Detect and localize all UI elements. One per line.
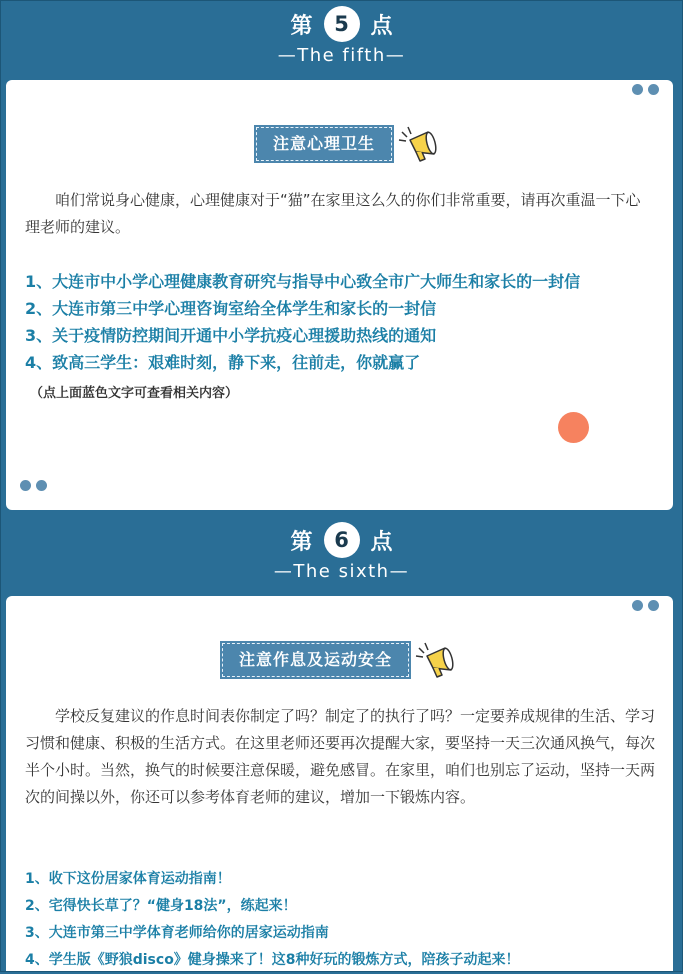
section-6-heading [222,640,459,680]
section-6-header [0,520,683,582]
section-5-card [6,80,673,510]
section-6-link-list [25,866,520,974]
section-6-prefix: 第 [290,529,313,555]
decor-dot [648,84,659,95]
megaphone-icon [398,124,442,164]
decor-dot [632,600,643,611]
section-5-prefix: 第 [290,13,313,39]
section-6-tag: 注意作息及运动安全 [222,643,409,677]
decor-dots-top-right [632,600,659,611]
section-5-tag: 注意心理卫生 [256,127,392,161]
section-5-paragraph: 咱们常说身心健康，心理健康对于“猫”在家里这么久的你们非常重要，请再次重温一下心理老师的建议。 [25,191,641,236]
decor-dots-bottom-left [20,480,47,491]
link-home-pe-guide[interactable]: 1、收下这份居家体育运动指南！ [25,871,231,887]
section-5-note: （点上面蓝色文字可查看相关内容） [30,386,239,401]
section-5-title [0,4,683,44]
link-letter-senior-three[interactable]: 4、致高三学生：艰难时刻，静下来，往前走，你就赢了 [25,353,421,372]
decor-dot [632,84,643,95]
link-psych-letter-school[interactable]: 2、大连市第三中学心理咨询室给全体学生和家长的一封信 [25,299,437,318]
link-disco-workout[interactable]: 4、学生版《野狼disco》健身操来了！这8种好玩的锻炼方式，陪孩子动起来！ [25,952,520,968]
decor-orange-dot [558,412,589,443]
decor-dot [36,480,47,491]
section-5-link-list [25,268,580,376]
section-5-suffix: 点 [370,13,393,39]
link-psych-hotline-notice[interactable]: 3、关于疫情防控期间开通中小学抗疫心理援助热线的通知 [25,326,437,345]
section-5-subtitle: —The fifth— [277,45,406,66]
link-school-pe-guide[interactable]: 3、大连市第三中学体育老师给你的居家运动指南 [25,925,329,941]
section-6-subtitle: —The sixth— [273,561,410,582]
section-5-header [0,4,683,66]
section-5-heading [256,124,442,164]
decor-dot [648,600,659,611]
section-5-number-badge: 5 [324,6,360,42]
section-6-card [6,596,673,972]
decor-dots-top-right [632,84,659,95]
link-psych-letter-city[interactable]: 1、大连市中小学心理健康教育研究与指导中心致全市广大师生和家长的一封信 [25,272,581,291]
section-6-title [0,520,683,560]
decor-dot [20,480,31,491]
megaphone-icon [415,640,459,680]
link-fitness-18[interactable]: 2、宅得快长草了？“健身18法”，练起来！ [25,898,297,914]
section-6-paragraph: 学校反复建议的作息时间表你制定了吗？制定了的执行了吗？一定要养成规律的生活、学习习惯和健康、积极的生活方式。在这里老师还要再次提醒大家，要坚持一天三次通风换气，每次半个小时。当然，换气的时候要注意保暖，避免感冒。在家里，咱们也别忘了运动，坚持一天两次的间操以外，你还可以参考体育老师的建议，增加一下锻炼内容。 [25,707,656,806]
section-6-number-badge: 6 [324,522,360,558]
section-6-suffix: 点 [370,529,393,555]
